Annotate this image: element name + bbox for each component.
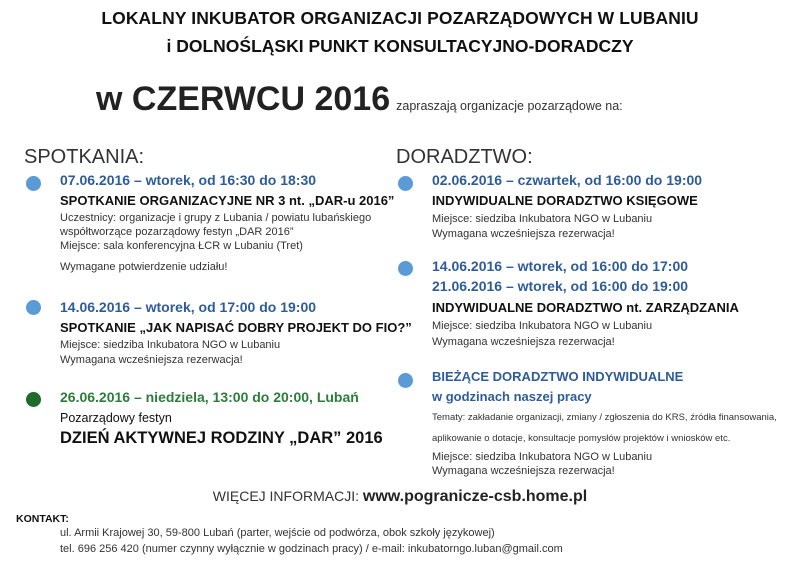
meeting-1-title: SPOTKANIE ORGANIZACYJNE NR 3 nt. „DAR-u 2016” (60, 193, 395, 208)
meeting-1-line2: współtworzące pozarządowy festyn „DAR 2016” (60, 226, 294, 238)
advice-heading: DORADZTWO: (396, 146, 533, 168)
meeting-1-date: 07.06.2016 – wtorek, od 16:30 do 18:30 (60, 172, 317, 188)
advice-3-title1: BIEŻĄCE DORADZTWO INDYWIDUALNE (432, 369, 684, 384)
contact-label: KONTAKT: (16, 513, 69, 525)
bullet-icon (26, 300, 41, 315)
advice-3-line1: Miejsce: siedziba Inkubatora NGO w Lubaniu (432, 451, 653, 463)
advice-2-date2: 21.06.2016 – wtorek, od 16:00 do 19:00 (432, 278, 689, 294)
meeting-3-date: 26.06.2016 – niedziela, 13:00 do 20:00, Lubań (60, 389, 359, 405)
invite-text: zapraszają organizacje pozarządowe na: (396, 99, 623, 113)
bullet-icon (398, 373, 413, 388)
meeting-2-title: SPOTKANIE „JAK NAPISAĆ DOBRY PROJEKT DO FIO?” (60, 320, 412, 335)
meeting-1-line3: Miejsce: sala konferencyjna ŁCR w Lubaniu (Tret) (60, 240, 303, 252)
meeting-2-date: 14.06.2016 – wtorek, od 17:00 do 19:00 (60, 299, 317, 315)
bullet-icon (26, 176, 41, 191)
advice-1-line1: Miejsce: siedziba Inkubatora NGO w Lubaniu (432, 213, 653, 225)
meeting-2-line1: Miejsce: siedziba Inkubatora NGO w Lubaniu (60, 339, 281, 351)
advice-3-topics2: aplikowanie o dotacje, konsultacje pomysłów projektów i wniosków etc. (432, 433, 731, 444)
more-info (0, 488, 800, 506)
month-line (96, 80, 623, 119)
header-title-line1: LOKALNY INKUBATOR ORGANIZACJI POZARZĄDOWYCH W LUBANIU (101, 8, 699, 28)
more-info-label: WIĘCEJ INFORMACJI: (212, 488, 359, 504)
advice-1-date: 02.06.2016 – czwartek, od 16:00 do 19:00 (432, 172, 703, 188)
meeting-3-title: DZIEŃ AKTYWNEJ RODZINY „DAR” 2016 (60, 429, 383, 447)
meeting-2-line2: Wymagana wcześniejsza rezerwacja! (60, 354, 243, 366)
month-heading: w CZERWCU 2016 (96, 80, 391, 118)
meeting-1-line4: Wymagane potwierdzenie udziału! (60, 261, 228, 273)
contact-phone-email: tel. 696 256 420 (numer czynny wyłącznie w godzinach pracy) / e-mail: inkubatorngo.luban@gmail.com (60, 543, 563, 555)
advice-2-title: INDYWIDUALNE DORADZTWO nt. ZARZĄDZANIA (432, 300, 739, 315)
advice-1-title: INDYWIDUALNE DORADZTWO KSIĘGOWE (432, 193, 698, 208)
advice-2-line1: Miejsce: siedziba Inkubatora NGO w Lubaniu (432, 320, 653, 332)
meetings-heading: SPOTKANIA: (24, 146, 145, 168)
contact-address: ul. Armii Krajowej 30, 59-800 Lubań (parter, wejście od podwórza, obok szkoły językowej) (60, 527, 495, 539)
meeting-1-line1: Uczestnicy: organizacje i grupy z Lubania / powiatu lubańskiego (60, 212, 372, 224)
advice-3-title2: w godzinach naszej pracy (432, 389, 592, 404)
bullet-icon (26, 392, 41, 407)
bullet-icon (398, 261, 413, 276)
header-title-line2: i DOLNOŚLĄSKI PUNKT KONSULTACYJNO-DORADCZY (166, 36, 634, 56)
bullet-icon (398, 176, 413, 191)
advice-3-line2: Wymagana wcześniejsza rezerwacja! (432, 465, 615, 477)
advice-2-date1: 14.06.2016 – wtorek, od 16:00 do 17:00 (432, 258, 689, 274)
advice-3-topics1: Tematy: zakładanie organizacji, zmiany / zgłoszenia do KRS, źródła finansowania, (432, 412, 777, 423)
meeting-3-subtitle: Pozarządowy festyn (60, 411, 172, 425)
advice-1-line2: Wymagana wcześniejsza rezerwacja! (432, 228, 615, 240)
website-link[interactable]: www.pogranicze-csb.home.pl (362, 488, 588, 505)
advice-2-line2: Wymagana wcześniejsza rezerwacja! (432, 336, 615, 348)
